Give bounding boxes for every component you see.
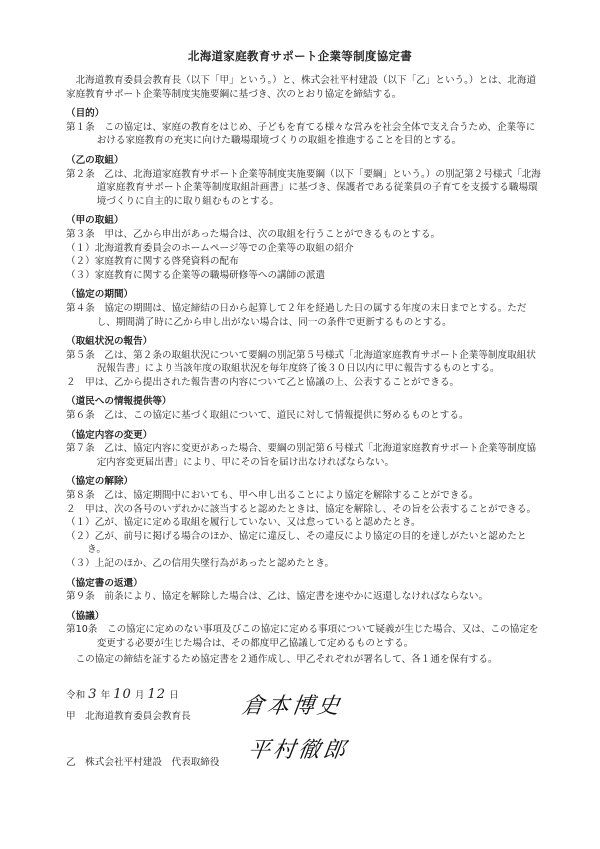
- article-text: 第２条 乙は、北海道家庭教育サポート企業等制度実施要綱（以下「要綱」という。）の別記第２号様式「北海道家庭教育サポート企業等制度取組計画書」に基づき、保護者である従業員の子育てを支援する職場環境づくりに自主的に取り組むものとする。: [66, 168, 541, 207]
- date-era: 令和: [66, 690, 86, 701]
- date-day-unit: 日: [169, 690, 179, 701]
- article-heading: （協定の解除）: [66, 476, 134, 488]
- article-text: 第３条 甲は、乙から申出があった場合は、次の取組を行うことができるものとする。: [66, 228, 441, 240]
- article-list-item: （２）家庭教育に関する啓発資料の配布: [66, 256, 239, 268]
- document-body: [66, 74, 542, 666]
- date-month: 10: [113, 687, 132, 702]
- articles: [66, 107, 542, 650]
- preamble: 北海道教育委員会教育長（以下「甲」という。）と、株式会社平村建設（以下「乙」という。）とは、北海道家庭教育サポート企業等制度実施要綱に基づき、次のとおり協定を締結する。: [66, 75, 537, 100]
- article-list-item: （１）乙が、協定に定める取組を履行していない、又は怠っていると認めたとき。: [66, 517, 421, 529]
- article-heading: （協議）: [66, 610, 105, 622]
- article-text: ２ 甲は、乙から提出された報告書の内容について乙と協議の上、公表することができる。: [66, 376, 460, 388]
- article-text: 第８条 乙は、協定期間中においても、甲へ申し出ることにより協定を解除することができる。: [66, 490, 479, 502]
- article-list-item: （３）家庭教育に関する企業等の職場研修等への講師の派遣: [66, 269, 326, 281]
- article-text: 第６条 乙は、この協定に基づく取組について、道民に対して情報提供に努めるものとする。: [66, 410, 469, 422]
- article-heading: （協定内容の変更）: [66, 429, 153, 441]
- article-heading: （目的）: [66, 108, 105, 120]
- article-text: 第７条 乙は、協定内容に変更があった場合、要綱の別記第６号様式「北海道家庭教育サポート企業等制度協定内容変更届出書」により、甲にその旨を届け出なければならない。: [66, 443, 536, 468]
- article-text: 第10条 この協定に定めのない事項及びこの協定に定める事項について疑義が生じた場合、又は、この協定を変更する必要が生じた場合は、その都度甲乙協議して定めるものとする。: [66, 624, 539, 649]
- article-text: ２ 甲は、次の各号のいずれかに該当すると認めたときは、協定を解除し、その旨を公表することができる。: [66, 503, 537, 515]
- closing-statement: この協定の締結を証するため協定書を２通作成し、甲乙それぞれが署名して、各１通を保有する。: [75, 653, 498, 665]
- date-month-unit: 月: [134, 690, 145, 701]
- article-list-item: （３）上記のほか、乙の信用失墜行為があったと認めたとき。: [66, 558, 335, 569]
- article-heading: （乙の取組）: [66, 154, 124, 166]
- date-year-unit: 年: [100, 690, 111, 701]
- article-heading: （協定の期間）: [66, 289, 134, 301]
- article-list-item: （２）乙が、前号に掲げる場合のほか、協定に違反し、その違反により協定の目的を達しがたいと認めたとき。: [66, 530, 527, 556]
- article-heading: （取組状況の報告）: [66, 336, 153, 348]
- article-list-item: （１）北海道教育委員会のホームページ等での企業等の取組の紹介: [66, 242, 354, 254]
- date-day: 12: [147, 687, 167, 702]
- date-year: 3: [88, 687, 98, 702]
- signature-block: [66, 688, 542, 790]
- party-b-row: [66, 738, 542, 790]
- article-heading: （甲の取組）: [66, 215, 124, 227]
- article-text: 第９条 前条により、協定を解除した場合は、乙は、協定書を速やかに返還しなければならない。: [66, 591, 489, 603]
- article-text: 第５条 乙は、第２条の取組状況について要綱の別記第５号様式「北海道家庭教育サポート企業等制度取組状況報告書」により当該年度の取組状況を毎年度終了後３０日以内に甲に報告するものとする。: [66, 349, 536, 375]
- article-text: 第４条 協定の期間は、協定締結の日から起算して２年を経過した日の属する年度の末日までとする。ただし、期間満了時に乙から申し出がない場合は、同一の条件で更新するものとする。: [66, 302, 527, 328]
- document-title: 北海道家庭教育サポート企業等制度協定書: [187, 49, 413, 63]
- party-a-signature: 倉本博史: [240, 694, 344, 719]
- article-heading: （道民への情報提供等）: [66, 396, 172, 408]
- party-a-label: 甲 北海道教育委員会教育長: [66, 711, 191, 722]
- party-b-label: 乙 株式会社平村建設 代表取締役: [66, 757, 220, 768]
- article-text: 第１条 この協定は、家庭の教育をはじめ、子どもを育てる様々な営みを社会全体で支え合うため、企業等における家庭教育の充実に向けた職場環境づくりの取組を推進することを目的とする。: [66, 121, 536, 147]
- article-heading: （協定書の返還）: [66, 577, 143, 589]
- party-b-signature: 平村徹郎: [246, 738, 350, 763]
